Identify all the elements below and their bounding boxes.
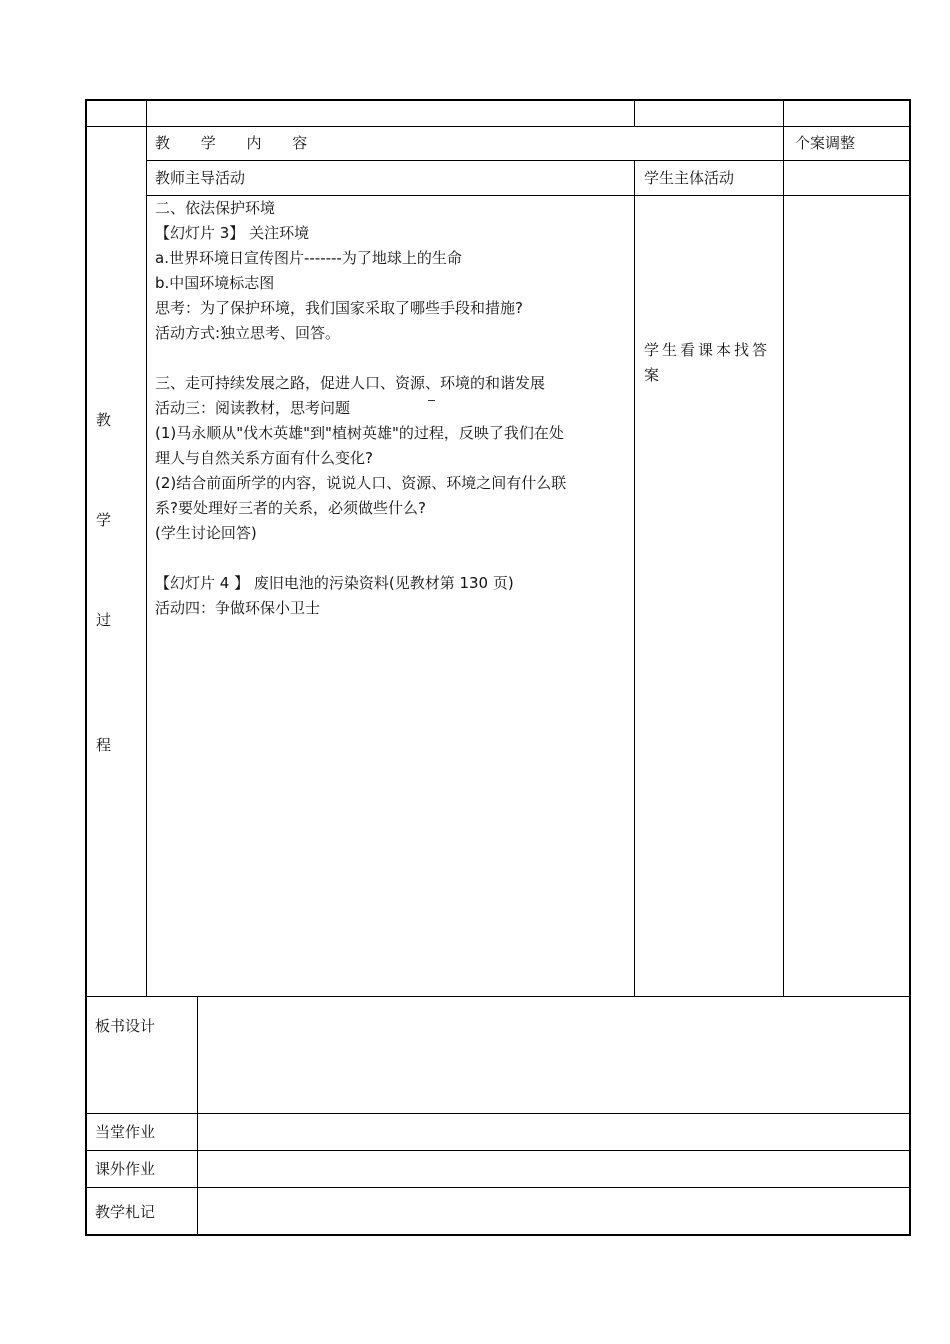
content-line: 活动三：阅读教材，思考问题 [155, 399, 351, 417]
process-label-char: 过 [96, 611, 112, 629]
board-design-label: 板书设计 [95, 1017, 156, 1035]
col-line-2b [634, 160, 635, 996]
teacher-activity-title: 教师主导活动 [155, 169, 246, 187]
content-line: (学生讨论回答) [155, 524, 257, 542]
content-line: 活动四：争做环保小卫士 [155, 599, 321, 617]
content-line: (2)结合前面所学的内容，说说人口、资源、环境之间有什么联 [155, 474, 567, 492]
content-line: 【幻灯片 4 】 废旧电池的污染资料(见教材第 130 页) [155, 574, 514, 592]
col-line-2 [634, 99, 635, 126]
content-line: b.中国环境标志图 [155, 274, 275, 292]
student-content-line: 案 [644, 366, 660, 384]
col-line-footer [197, 996, 198, 1235]
teaching-notes-label: 教学札记 [95, 1203, 156, 1221]
classwork-label: 当堂作业 [95, 1123, 156, 1141]
content-line: (1)马永顺从"伐木英雄"到"植树英雄"的过程，反映了我们在处 [155, 424, 564, 442]
content-line: 理人与自然关系方面有什么变化? [155, 449, 373, 467]
row-line-4 [85, 996, 911, 997]
table-bottom-border [85, 1234, 911, 1236]
student-content-line: 学生看课本找答 [644, 341, 771, 359]
student-activity-title: 学生主体活动 [644, 169, 735, 187]
content-title: 教 学 内 容 [155, 134, 321, 152]
content-line: 三、走可持续发展之路，促进人口、资源、环境的和谐发展 [155, 374, 546, 392]
content-line: 【幻灯片 3】 关注环境 [155, 224, 310, 242]
homework-label: 课外作业 [95, 1160, 156, 1178]
row-line-2 [146, 160, 911, 161]
row-line-5 [85, 1113, 911, 1114]
table-top-border [85, 99, 911, 101]
content-line: 思考：为了保护环境，我们国家采取了哪些手段和措施? [155, 299, 523, 317]
col-line-3 [783, 99, 784, 996]
process-label-char: 教 [96, 411, 112, 429]
process-label-char: 学 [96, 511, 112, 529]
stray-dash-mark [428, 400, 435, 402]
table-right-border [909, 99, 911, 1236]
col-line-1 [146, 99, 147, 996]
adjustment-title: 个案调整 [795, 134, 856, 152]
content-line: 系?要处理好三者的关系，必须做些什么? [155, 499, 426, 517]
content-line: 活动方式:独立思考、回答。 [155, 324, 341, 342]
row-line-6 [85, 1150, 911, 1151]
row-line-3 [146, 195, 911, 196]
content-line: 二、依法保护环境 [155, 199, 276, 217]
table-left-border [85, 99, 87, 1236]
content-line: a.世界环境日宣传图片-------为了地球上的生命 [155, 249, 462, 267]
row-line-7 [85, 1187, 911, 1188]
process-label-char: 程 [96, 736, 112, 754]
row-line-1 [85, 126, 911, 127]
